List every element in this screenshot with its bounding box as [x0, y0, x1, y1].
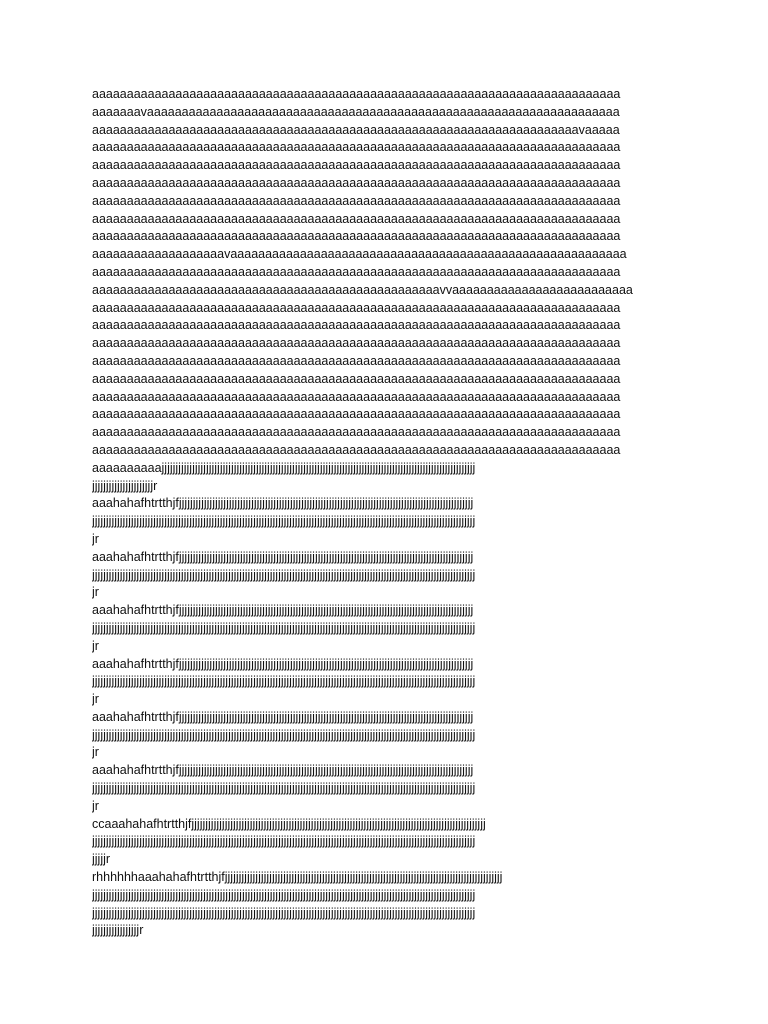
text-line: aaahahafhtrtthjfjjjjjjjjjjjjjjjjjjjjjjjjjjjjjjjjjjjjjjjjjjjjjjjjjjjjjjjjjjjjjjjjjjjjjjjjjjjjjjjjjjjjjjjjjjjjjjjjjjjjjjjjjj — [92, 603, 474, 618]
paragraph-1 — [92, 460, 676, 496]
text-line: aaaaaaaaaaaaaaaaaaaaaaaaaaaaaaaaaaaaaaaaaaaaaaaaaaaaaaaaaaaaaaaaaaaaaaaaaaaa — [92, 87, 621, 101]
paragraph-4 — [92, 602, 676, 655]
text-line: aaaaaaaaaaaaaaaaaaaaaaaaaaaaaaaaaaaaaaaaaaaaaaaaaaaaaaaaaaaaaaaaaaaaaaaaaaaa — [92, 158, 621, 173]
text-line: ccaaahahafhtrtthjfjjjjjjjjjjjjjjjjjjjjjjjjjjjjjjjjjjjjjjjjjjjjjjjjjjjjjjjjjjjjjjjjjjjjjjjjjjjjjjjjjjjjjjjjjjjjjjjjjjjjjjjjjj — [92, 816, 486, 831]
paragraph-6 — [92, 709, 676, 762]
text-line: aaaaaaaaaaaaaaaaaaaaaaaaaaaaaaaaaaaaaaaaaaaaaaaaaaaaaaaaaaaaaaaaaaaaaaaaaaaa — [92, 175, 621, 190]
text-line: jjjjjjjjjjjjjjjjjjjjjjjjjjjjjjjjjjjjjjjjjjjjjjjjjjjjjjjjjjjjjjjjjjjjjjjjjjjjjjjjjjjjjjjjjjjjjjjjjjjjjjjjjjjjjjjjjjjjjjjjjjjjjjjjjjjjjjjjjj — [92, 834, 476, 849]
text-line: jjjjjjjjjjjjjjjjjjjjjjjjjjjjjjjjjjjjjjjjjjjjjjjjjjjjjjjjjjjjjjjjjjjjjjjjjjjjjjjjjjjjjjjjjjjjjjjjjjjjjjjjjjjjjjjjjjjjjjjjjjjjjjjjjjjjjjjjjj — [92, 781, 476, 796]
text-line: aaaaaaavaaaaaaaaaaaaaaaaaaaaaaaaaaaaaaaaaaaaaaaaaaaaaaaaaaaaaaaaaaaaaaaaaaaa — [92, 104, 620, 119]
text-line: jr — [92, 585, 99, 600]
text-line: jjjjjjjjjjjjjjjjjjjjjjjjjjjjjjjjjjjjjjjjjjjjjjjjjjjjjjjjjjjjjjjjjjjjjjjjjjjjjjjjjjjjjjjjjjjjjjjjjjjjjjjjjjjjjjjjjjjjjjjjjjjjjjjjjjjjjjjjjj — [92, 674, 476, 689]
text-line: aaaaaaaaaaaaaaaaaaaaaaaaaaaaaaaaaaaaaaaaaaaaaaaaaaaaaaaaaaaaaaaaaaaaaaaaaaaa — [92, 300, 621, 315]
text-line: aaaaaaaaaaaaaaaaaaaaaaaaaaaaaaaaaaaaaaaaaaaaaaaaaaaaaaaaaaaaaaaaaaaaaaaaaaaa — [92, 336, 621, 351]
text-line: aaahahafhtrtthjfjjjjjjjjjjjjjjjjjjjjjjjjjjjjjjjjjjjjjjjjjjjjjjjjjjjjjjjjjjjjjjjjjjjjjjjjjjjjjjjjjjjjjjjjjjjjjjjjjjjjjjjjjj — [92, 656, 474, 671]
paragraph-2 — [92, 495, 676, 548]
text-line: aaaaaaaaaaaaaaaaaaaaaaaaaaaaaaaaaaaaaaaaaaaaaaaaaavvaaaaaaaaaaaaaaaaaaaaaaaaaa — [92, 282, 633, 297]
text-line: aaahahafhtrtthjfjjjjjjjjjjjjjjjjjjjjjjjjjjjjjjjjjjjjjjjjjjjjjjjjjjjjjjjjjjjjjjjjjjjjjjjjjjjjjjjjjjjjjjjjjjjjjjjjjjjjjjjjjj — [92, 496, 474, 511]
text-line: jr — [92, 638, 99, 653]
text-line: jjjjjjjjjjjjjjjjjr — [92, 923, 144, 938]
text-line: aaaaaaaaaaaaaaaaaaaaaaaaaaaaaaaaaaaaaaaaaaaaaaaaaaaaaaaaaaaaaaaaaaaaaaaaaaaa — [92, 425, 621, 440]
text-line: jjjjjjjjjjjjjjjjjjjjjjr — [92, 478, 158, 493]
text-line: aaaaaaaaaaaaaaaaaaaaaaaaaaaaaaaaaaaaaaaaaaaaaaaaaaaaaaaaaaaaaaaaaaaaaaaaaaaa — [92, 318, 621, 333]
text-line: aaaaaaaaaaaaaaaaaaaaaaaaaaaaaaaaaaaaaaaaaaaaaaaaaaaaaaaaaaaaaaaaaaaaaaaaaaaa — [92, 353, 621, 368]
text-line: jr — [92, 745, 99, 760]
text-line: aaaaaaaaaaaaaaaaaaaaaaaaaaaaaaaaaaaaaaaaaaaaaaaaaaaaaaaaaaaaaaaaaaaaaaaaaaaa — [92, 229, 621, 244]
text-line: aaaaaaaaaaaaaaaaaaaaaaaaaaaaaaaaaaaaaaaaaaaaaaaaaaaaaaaaaaaaaaaaaaaaaaaaaaaa — [92, 442, 621, 457]
text-line: aaaaaaaaaaaaaaaaaaaaaaaaaaaaaaaaaaaaaaaaaaaaaaaaaaaaaaaaaaaaaaaaaaaaaaaaaaaa — [92, 371, 621, 386]
text-line: aaaaaaaaaaaaaaaaaaaaaaaaaaaaaaaaaaaaaaaaaaaaaaaaaaaaaaaaaaaaaaaaaaaaaaaaaaaa — [92, 264, 621, 279]
text-line: aaaaaaaaaaaaaaaaaaaaaaaaaaaaaaaaaaaaaaaaaaaaaaaaaaaaaaaaaaaaaaaaaaaaaavaaaaa — [92, 122, 620, 137]
text-line: aaahahafhtrtthjfjjjjjjjjjjjjjjjjjjjjjjjjjjjjjjjjjjjjjjjjjjjjjjjjjjjjjjjjjjjjjjjjjjjjjjjjjjjjjjjjjjjjjjjjjjjjjjjjjjjjjjjjjj — [92, 709, 474, 724]
text-line: aaaaaaaaaaaaaaaaaaaaaaaaaaaaaaaaaaaaaaaaaaaaaaaaaaaaaaaaaaaaaaaaaaaaaaaaaaaa — [92, 193, 621, 208]
text-line: jr — [92, 531, 99, 546]
paragraph-3 — [92, 549, 676, 602]
paragraph-9 — [92, 869, 676, 940]
text-line: aaahahafhtrtthjfjjjjjjjjjjjjjjjjjjjjjjjjjjjjjjjjjjjjjjjjjjjjjjjjjjjjjjjjjjjjjjjjjjjjjjjjjjjjjjjjjjjjjjjjjjjjjjjjjjjjjjjjjj — [92, 549, 474, 564]
text-line: jjjjjjjjjjjjjjjjjjjjjjjjjjjjjjjjjjjjjjjjjjjjjjjjjjjjjjjjjjjjjjjjjjjjjjjjjjjjjjjjjjjjjjjjjjjjjjjjjjjjjjjjjjjjjjjjjjjjjjjjjjjjjjjjjjjjjjjjjj — [92, 567, 476, 582]
text-line: jjjjjr — [92, 852, 111, 867]
text-line: aaaaaaaaaaaaaaaaaaaaaaaaaaaaaaaaaaaaaaaaaaaaaaaaaaaaaaaaaaaaaaaaaaaaaaaaaaaa — [92, 211, 621, 226]
document-body — [92, 86, 676, 940]
text-line: jjjjjjjjjjjjjjjjjjjjjjjjjjjjjjjjjjjjjjjjjjjjjjjjjjjjjjjjjjjjjjjjjjjjjjjjjjjjjjjjjjjjjjjjjjjjjjjjjjjjjjjjjjjjjjjjjjjjjjjjjjjjjjjjjjjjjjjjjj — [92, 905, 476, 920]
text-line: aaaaaaaaaaaaaaaaaaavaaaaaaaaaaaaaaaaaaaaaaaaaaaaaaaaaaaaaaaaaaaaaaaaaaaaaaaaa — [92, 247, 627, 262]
text-line: jjjjjjjjjjjjjjjjjjjjjjjjjjjjjjjjjjjjjjjjjjjjjjjjjjjjjjjjjjjjjjjjjjjjjjjjjjjjjjjjjjjjjjjjjjjjjjjjjjjjjjjjjjjjjjjjjjjjjjjjjjjjjjjjjjjjjjjjjj — [92, 727, 476, 742]
text-line: jr — [92, 798, 99, 813]
paragraph-8 — [92, 816, 676, 869]
paragraph-5 — [92, 656, 676, 709]
text-line: aaaaaaaaaajjjjjjjjjjjjjjjjjjjjjjjjjjjjjjjjjjjjjjjjjjjjjjjjjjjjjjjjjjjjjjjjjjjjjjjjjjjjjjjjjjjjjjjjjjjjjjjjjjjjjjjjjjjjjjjjj — [92, 460, 476, 475]
paragraph-7 — [92, 762, 676, 815]
text-line: jjjjjjjjjjjjjjjjjjjjjjjjjjjjjjjjjjjjjjjjjjjjjjjjjjjjjjjjjjjjjjjjjjjjjjjjjjjjjjjjjjjjjjjjjjjjjjjjjjjjjjjjjjjjjjjjjjjjjjjjjjjjjjjjjjjjjjjjjj — [92, 887, 476, 902]
text-line: aaaaaaaaaaaaaaaaaaaaaaaaaaaaaaaaaaaaaaaaaaaaaaaaaaaaaaaaaaaaaaaaaaaaaaaaaaaa — [92, 389, 621, 404]
text-line: aaaaaaaaaaaaaaaaaaaaaaaaaaaaaaaaaaaaaaaaaaaaaaaaaaaaaaaaaaaaaaaaaaaaaaaaaaaa — [92, 140, 621, 155]
text-line: aaaaaaaaaaaaaaaaaaaaaaaaaaaaaaaaaaaaaaaaaaaaaaaaaaaaaaaaaaaaaaaaaaaaaaaaaaaa — [92, 407, 621, 422]
text-line: jjjjjjjjjjjjjjjjjjjjjjjjjjjjjjjjjjjjjjjjjjjjjjjjjjjjjjjjjjjjjjjjjjjjjjjjjjjjjjjjjjjjjjjjjjjjjjjjjjjjjjjjjjjjjjjjjjjjjjjjjjjjjjjjjjjjjjjjjj — [92, 620, 476, 635]
text-line: aaahahafhtrtthjfjjjjjjjjjjjjjjjjjjjjjjjjjjjjjjjjjjjjjjjjjjjjjjjjjjjjjjjjjjjjjjjjjjjjjjjjjjjjjjjjjjjjjjjjjjjjjjjjjjjjjjjjjj — [92, 763, 474, 778]
text-line: jjjjjjjjjjjjjjjjjjjjjjjjjjjjjjjjjjjjjjjjjjjjjjjjjjjjjjjjjjjjjjjjjjjjjjjjjjjjjjjjjjjjjjjjjjjjjjjjjjjjjjjjjjjjjjjjjjjjjjjjjjjjjjjjjjjjjjjjjj — [92, 514, 476, 529]
text-line: rhhhhhhaaahahafhtrtthjfjjjjjjjjjjjjjjjjjjjjjjjjjjjjjjjjjjjjjjjjjjjjjjjjjjjjjjjjjjjjjjjjjjjjjjjjjjjjjjjjjjjjjjjjjjjjjjjjjjjj — [92, 870, 503, 885]
text-line: jr — [92, 692, 99, 707]
